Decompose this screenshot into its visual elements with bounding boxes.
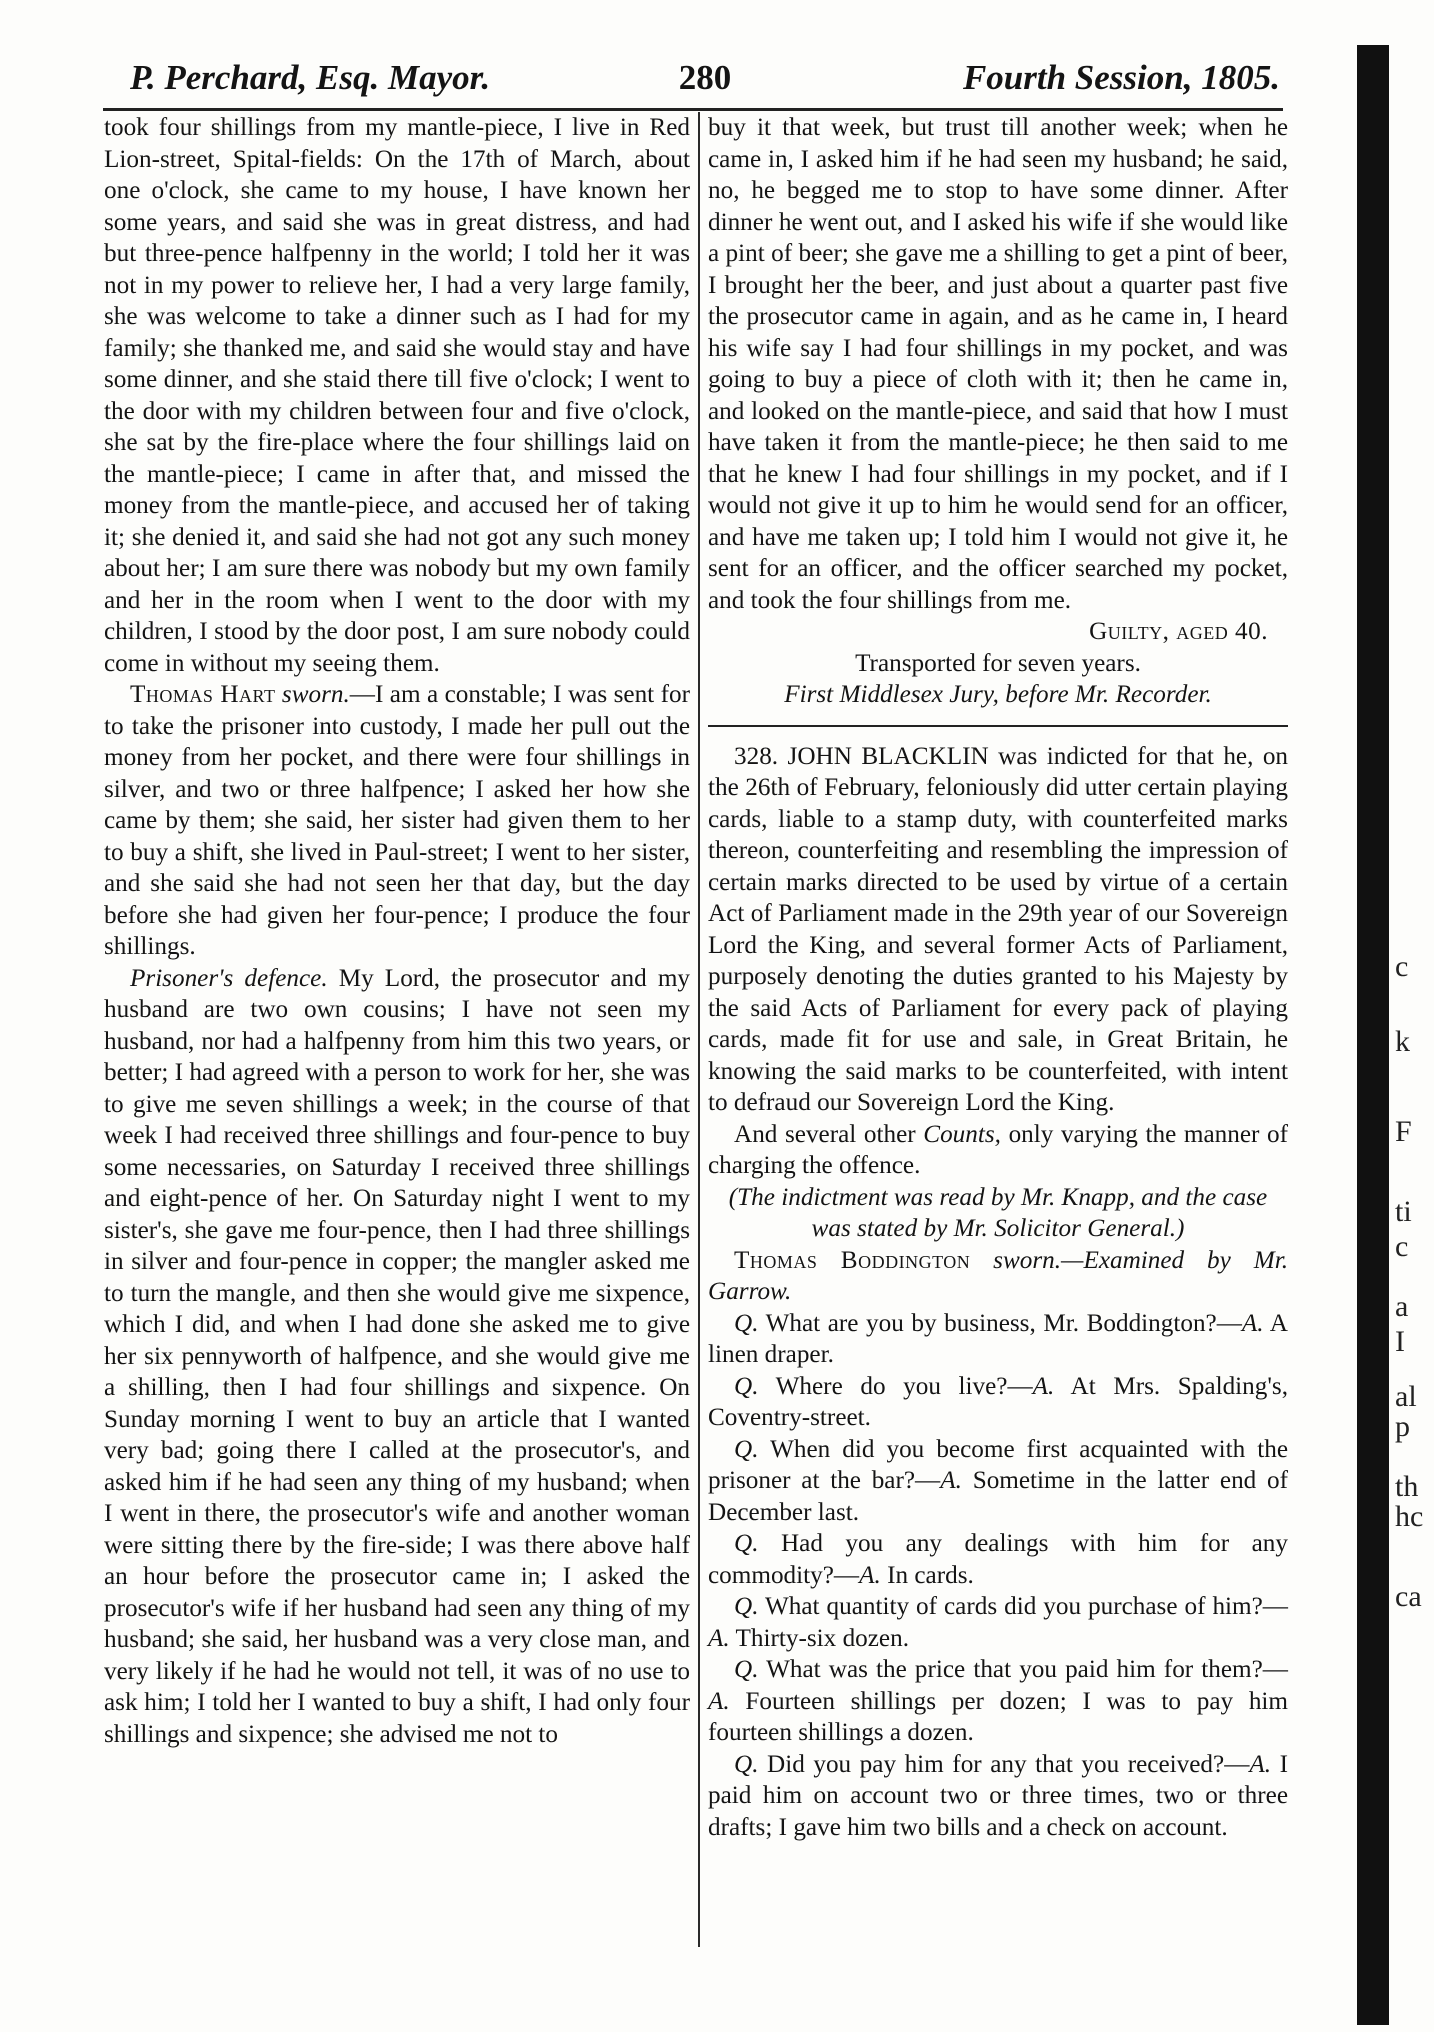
constable-testimony [104,679,690,963]
qa-item [708,1308,1288,1371]
question-marker: Q. [734,1309,759,1337]
question-text: Did you pay him for any that you received?— [767,1750,1250,1778]
testimony-paragraph: took four shillings from my mantle-piece, I live in Red Lion-street, Spital-fields: On the 17th of March, about one o'clock, she came to my house, I have known her some years, and said she was in great distress, and had but three-pence halfpenny in the world; I told her it was not in my power to relieve her, I had a very large family, she was welcome to take a dinner such as I had for my family; she thanked me, and said she would stay and have some dinner, and she staid there till five o'clock; I went to the door with my children between four and five o'clock, she sat by the fire-place where the four shillings laid on the mantle-piece; I came in after that, and missed the money from the mantle-piece, and accused her of taking it; she denied it, and said she had not got any such money about her; I am sure there was nobody but my own family and her in the room when I went to the door with my children, I stood by the door post, I am sure nobody could come in without my seeing them. [104,114,690,677]
defence-label: Prisoner's defence. [130,964,328,992]
jury-line: First Middlesex Jury, before Mr. Recorder. [784,681,1212,708]
header-rule [103,108,1283,111]
edge-fragment: c [1395,1230,1409,1263]
answer-text: Fourteen shillings per dozen; I was to pay him fourteen shillings a dozen. [708,1687,1288,1746]
answer-marker: A. [708,1624,730,1652]
indictment-note: (The indictment was read by Mr. Knapp, and the case was stated by Mr. Solicitor General.) [728,1183,1268,1242]
examination-intro [708,1245,1288,1308]
edge-fragment: F [1395,1115,1412,1148]
answer-text: Thirty-six dozen. [735,1624,910,1652]
qa-item [708,1654,1288,1749]
question-text: What are you by business, Mr. Boddington?— [765,1309,1242,1337]
column-divider [698,112,700,1947]
edge-fragment: al [1395,1380,1417,1413]
header-right: Fourth Session, 1805. [962,58,1280,97]
edge-fragment: hc [1395,1500,1424,1533]
counts-text: And several other [734,1120,916,1148]
question-text: When did you become first acquainted with the prisoner at the bar?— [708,1435,1289,1494]
qa-list [708,1308,1288,1844]
defence-text: My Lord, the prosecutor and my husband are two own cousins; I have not seen my husband, nor had a halfpenny from him this two years, or better; I had agreed with a person to work for her, she was to give me seven shillings a week; in the course of that week I had received three shillings and four-pence to buy some necessaries, on Saturday I received three shillings and eight-pence of her. On Saturday night I went to my sister's, she gave me four-pence, then I had three shillings in silver and four-pence in copper; the mangler asked me to turn the mangle, and then she would give me sixpence, which I did, and when I had done she asked me to give her six pennyworth of halfpence, and she would give me a shilling, then I had four shillings and sixpence. On Sunday morning I went to buy an article that I wanted very bad; going there I called at the prosecutor's, and asked him if he had seen any thing of my husband; when I went in there, the prosecutor's wife and another woman were sitting there by the fire-side; I was there above half an hour before the prosecutor came in; I asked the prosecutor's wife if her husband had seen any thing of my husband; she said, her husband was a very close man, and very likely if he had he would not tell, it was of no use to ask him; I told her I wanted to buy a shift, I had only four shillings and sixpence; she advised me not to [104,964,691,1748]
question-text: What quantity of cards did you purchase of him?— [765,1593,1288,1620]
answer-text: Sometime in the latter end of December last. [708,1467,1289,1526]
case-indictment [708,741,1288,1119]
edge-fragment: ti [1395,1195,1412,1228]
answer-marker: A. [708,1687,730,1715]
witness-name: Thomas Hart [130,681,276,708]
edge-fragment: p [1395,1410,1410,1443]
left-column [104,112,690,1750]
counts-text-end: only varying the manner of charging the offence. [708,1120,1289,1179]
sworn-label: sworn. [281,681,350,708]
qa-item [708,1434,1288,1529]
question-marker: Q. [734,1593,759,1620]
question-text: Had you any dealings with him for any commodity?— [708,1530,1288,1589]
answer-text: In cards. [887,1561,974,1589]
edge-fragment: a [1395,1290,1409,1323]
witness-name: Thomas Boddington [734,1246,971,1274]
case-number: 328. [734,742,779,770]
page-number: 280 [678,58,732,97]
case-separator [708,725,1288,727]
right-column [708,112,1288,1843]
qa-item [708,1591,1288,1654]
answer-marker: A. [1241,1309,1264,1337]
answer-text: A linen draper. [708,1309,1288,1368]
testimony-continuation: buy it that week, but trust till another week; when he came in, I asked him if he had seen my husband; he said, no, he begged me to stop to have some dinner. After dinner he went out, and I asked his wife if she would like a pint of beer; she gave me a shilling to get a pint of beer, I brought her the beer, and just about a quarter past five the prosecutor came in again, and as he came in, I heard his wife say I had four shillings in my pocket, and was going to buy a piece of cloth with it; then he came in, and looked on the mantle-piece, and said that how I must have taken it from the mantle-piece; he then said to me that he knew I had four shillings in my pocket, and if I would not give it up to him he would send for an officer, and have me taken up; I told him I would not give it, he sent for an officer, and the officer searched my pocket, and took the four shillings from me. [708,114,1288,614]
question-marker: Q. [734,1372,759,1400]
answer-text: At Mrs. Spalding's, Coventry-street. [708,1372,1288,1431]
edge-fragment: c [1395,950,1409,983]
answer-marker: A. [940,1467,962,1494]
verdict: Guilty, aged 40. [1089,618,1268,645]
question-marker: Q. [734,1530,759,1557]
edge-fragment: th [1395,1470,1419,1503]
testimony-text: —I am a constable; I was sent for to take the prisoner into custody, I made her pull out the money from her pocket, and there were four shillings in silver, and two or three halfpence; I asked her how she came by them; she said, her sister had given them to her to buy a shift, she lived in Paul-street; I went to her sister, and she said she had not seen her that day, but the day before she had given her four-pence; I produce the four shillings. [104,681,690,960]
edge-fragment: I [1395,1325,1405,1358]
binding-edge [1357,45,1389,2025]
answer-text: I paid him on account two or three times, two or three drafts; I gave him two bills and a check on account. [708,1750,1289,1841]
qa-item [708,1371,1288,1434]
edge-fragment: ca [1395,1580,1422,1613]
indictment-text: was indicted for that he, on the 26th of February, feloniously did utter certain playing cards, liable to a stamp duty, with counterfeited marks thereon, counterfeiting and resembling the impression of certain marks directed to be used by virtue of a certain Act of Parliament made in the 29th year of our Sovereign Lord the King, and several former Acts of Parliament, purposely denoting the duties granted to his Majesty by the said Acts of Parliament for every pack of playing cards, made fit for use and sale, in Great Britain, he knowing the said marks to be counterfeited, with intent to defraud our Sovereign Lord the King. [708,742,1289,1116]
sentence: Transported for seven years. [855,649,1141,677]
qa-item [708,1528,1288,1591]
answer-marker: A. [859,1561,881,1589]
question-marker: Q. [734,1750,759,1778]
sworn-examined: sworn.—Examined by Mr. Garrow. [708,1246,1289,1305]
counts-paragraph [708,1119,1288,1182]
question-marker: Q. [734,1656,759,1683]
defendant-name: JOHN BLACKLIN [787,742,989,770]
edge-fragment: k [1395,1025,1410,1058]
answer-marker: A. [1032,1372,1055,1400]
question-text: Where do you live?— [775,1372,1033,1400]
prisoner-defence [104,963,690,1751]
answer-marker: A. [1249,1750,1272,1778]
qa-item [708,1749,1288,1844]
question-marker: Q. [734,1435,759,1463]
header-left: P. Perchard, Esq. Mayor. [130,58,491,97]
question-text: What was the price that you paid him for them?— [766,1656,1288,1683]
counts-italic: Counts, [923,1120,1001,1148]
